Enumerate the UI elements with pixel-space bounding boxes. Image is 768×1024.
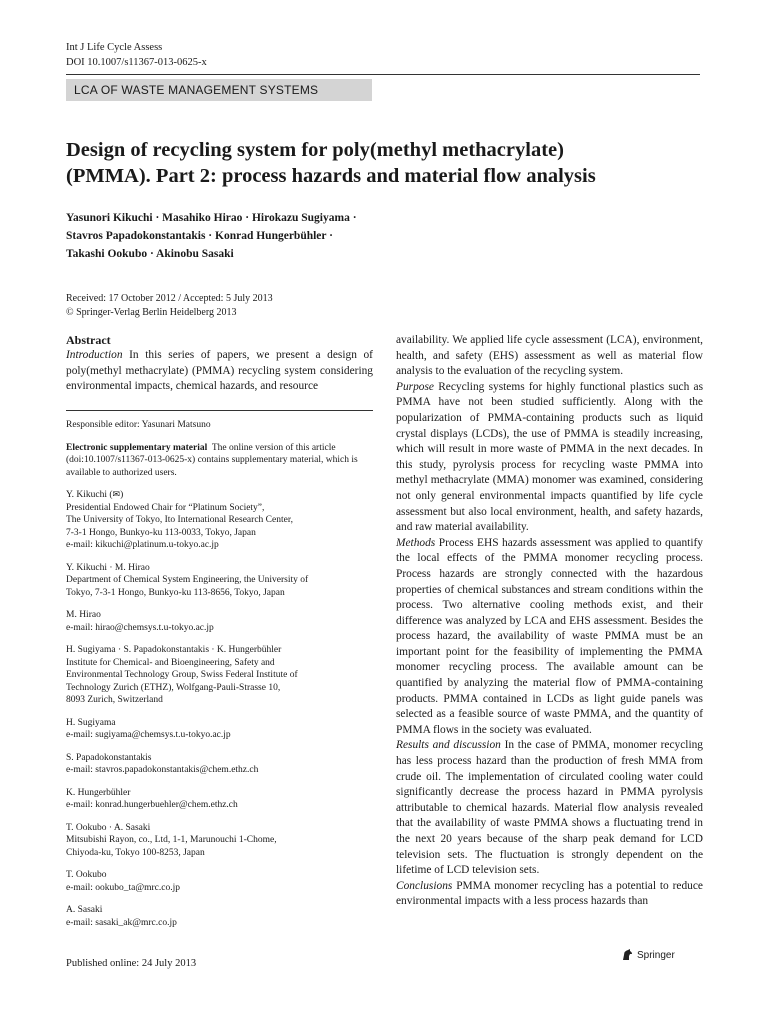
title-line-1: Design of recycling system for poly(methyl methacrylate) xyxy=(66,139,564,161)
article-dates xyxy=(66,292,273,320)
responsible-editor: Responsible editor: Yasunari Matsuno xyxy=(66,420,211,430)
header-rule xyxy=(66,74,700,75)
affiliation-hirao xyxy=(66,609,373,634)
envelope-icon: ✉ xyxy=(112,490,121,500)
abstract-methods xyxy=(396,536,703,739)
affiliation-papadokonstantakis xyxy=(66,752,373,777)
abstract-introduction xyxy=(66,348,373,395)
title-line-2: (PMMA). Part 2: process hazards and material flow analysis xyxy=(66,165,596,187)
aff-email: e-mail: stavros.papadokonstantakis@chem.ethz.ch xyxy=(66,765,259,775)
publisher-logo xyxy=(620,948,675,962)
aff-line: Mitsubishi Rayon, co., Ltd, 1-1, Marunouchi 1-Chome, xyxy=(66,835,277,845)
aff-line: Chiyoda-ku, Tokyo 100-8253, Japan xyxy=(66,847,205,858)
journal-header xyxy=(66,40,207,70)
conclusions-text: PMMA monomer recycling has a potential to reduce environmental impacts with a less process hazards than xyxy=(396,879,703,908)
aff-email: e-mail: ookubo_ta@mrc.co.jp xyxy=(66,882,181,893)
article-metadata xyxy=(66,419,373,939)
esm-label: Electronic supplementary material xyxy=(66,442,208,453)
aff-name: H. Sugiyama xyxy=(66,717,116,728)
footnote-rule xyxy=(66,410,373,411)
aff-line: 7-3-1 Hongo, Bunkyo-ku 113-0033, Tokyo, Japan xyxy=(66,527,256,538)
aff-name: H. Sugiyama · S. Papadokonstantakis · K. Hungerbühler xyxy=(66,645,282,655)
aff-line: Technology Zurich (ETHZ), Wolfgang-Pauli-Strasse 10, xyxy=(66,682,281,693)
received-date: Received: 17 October 2012 / Accepted: 5 July 2013 xyxy=(66,293,273,304)
abstract-results xyxy=(396,738,703,878)
aff-line: Presidential Endowed Chair for “Platinum Society”, xyxy=(66,502,265,513)
authors-line-1: Yasunori Kikuchi · Masahiko Hirao · Hirokazu Sugiyama · xyxy=(66,212,357,224)
aff-email: e-mail: kikuchi@platinum.u-tokyo.ac.jp xyxy=(66,540,219,550)
doi: DOI 10.1007/s11367-013-0625-x xyxy=(66,57,207,68)
results-label: Results and discussion xyxy=(396,739,501,752)
intro-text: In this series of papers, we present a design of poly(methyl methacrylate) (PMMA) recycling system considering environmental impacts, chemical hazards, and resource xyxy=(66,349,373,393)
affiliation-ookubo xyxy=(66,869,373,894)
intro-label: Introduction xyxy=(66,349,123,361)
esm-text: The online version of this article (doi:10.1007/s11367-013-0625-x) contains supplementary material, which is available to authorized users. xyxy=(66,442,358,478)
journal-name: Int J Life Cycle Assess xyxy=(66,42,163,53)
purpose-label: Purpose xyxy=(396,380,434,393)
affiliation-sasaki xyxy=(66,904,373,929)
aff-name: Y. Kikuchi (✉) xyxy=(66,490,124,500)
authors-line-3: Takashi Ookubo · Akinobu Sasaki xyxy=(66,248,234,260)
affiliation-kikuchi xyxy=(66,489,373,552)
abstract-right xyxy=(396,333,703,910)
copyright: © Springer-Verlag Berlin Heidelberg 2013 xyxy=(66,307,237,318)
methods-text: Process EHS hazards assessment was applied to quantify the local effects of the PMMA monomer recycling process. Process hazards are strongly connected with the hazardous properties of chemical substances and stream conditions within the process. Two alternative cooling methods exist, and their difference was analyzed by LCA and EHS assessment. Besides the process hazard, the availability of waste PMMA must be an important point for the feasibility of implementing the PMMA monomer recycling process. The available amount can be quantified by analyzing the material flow of PMMA-containing products. PMMA contained in LCDs as light guide panels was selected as a feasible source of waste PMMA, and the quantity of PMMA flows in the society was evaluated. xyxy=(396,536,703,736)
aff-line: Department of Chemical System Engineering, the University of xyxy=(66,575,309,585)
authors-line-2: Stavros Papadokonstantakis · Konrad Hungerbühler · xyxy=(66,230,334,242)
abstract-left xyxy=(66,333,373,395)
abstract-purpose xyxy=(396,380,703,536)
aff-name: K. Hungerbühler xyxy=(66,787,131,798)
author-list xyxy=(66,209,706,263)
aff-email: e-mail: sasaki_ak@mrc.co.jp xyxy=(66,917,177,928)
section-banner: LCA OF WASTE MANAGEMENT SYSTEMS xyxy=(66,79,372,101)
affiliation-hungerbuehler xyxy=(66,787,373,812)
aff-line: 8093 Zurich, Switzerland xyxy=(66,695,163,705)
esm-note xyxy=(66,442,373,480)
affiliation-ethz xyxy=(66,644,373,707)
aff-line: Tokyo, 7-3-1 Hongo, Bunkyo-ku 113-8656, Tokyo, Japan xyxy=(66,587,285,598)
conclusions-label: Conclusions xyxy=(396,879,453,892)
aff-name: T. Ookubo · A. Sasaki xyxy=(66,822,151,833)
aff-name: T. Ookubo xyxy=(66,870,107,880)
affiliation-tokyo xyxy=(66,562,373,600)
abstract-conclusions xyxy=(396,879,703,910)
aff-line: Environmental Technology Group, Swiss Federal Institute of xyxy=(66,670,298,680)
publisher-name: Springer xyxy=(637,949,675,961)
paper-title xyxy=(66,137,706,189)
springer-horse-icon xyxy=(620,948,634,962)
intro-continuation: availability. We applied life cycle assessment (LCA), environment, health, and safety (EHS) assessment as well as material flow analysis to the evaluation of the recycling system. xyxy=(396,334,703,378)
abstract-heading: Abstract xyxy=(66,333,111,347)
purpose-text: Recycling systems for highly functional plastics such as PMMA have not been studied sufficiently. Along with the popularization of PMMA-containing products such as liquid crystal displays (LCDs), the use of PMMA is steadily increasing, which will result in more waste of PMMA in the next decades. In this study, pyrolysis process for recycling waste PMMA into methyl methacrylate (MMA) monomer was examined, considering not only general environmental impacts quantified by life cycle assessment but also local environment, health, and safety hazards, and raw material availability. xyxy=(396,380,703,534)
affiliation-mitsubishi xyxy=(66,822,373,860)
aff-name: M. Hirao xyxy=(66,610,101,620)
affiliation-sugiyama xyxy=(66,717,373,742)
published-online: Published online: 24 July 2013 xyxy=(66,958,197,969)
methods-label: Methods xyxy=(396,536,436,549)
aff-line: The University of Tokyo, Ito International Research Center, xyxy=(66,515,293,525)
aff-line: Institute for Chemical- and Bioengineering, Safety and xyxy=(66,657,275,668)
aff-email: e-mail: hirao@chemsys.t.u-tokyo.ac.jp xyxy=(66,622,214,633)
aff-email: e-mail: sugiyama@chemsys.t.u-tokyo.ac.jp xyxy=(66,730,231,740)
aff-name: A. Sasaki xyxy=(66,905,103,915)
aff-name: Y. Kikuchi · M. Hirao xyxy=(66,562,150,573)
results-text: In the case of PMMA, monomer recycling has less process hazard than the production of fresh MMA from crude oil. The implementation of circulated cooling water could significantly decrease the process hazard in PMMA pyrolysis attributable to chemical hazards. Material flow analysis revealed that the availability of waste PMMA shows a fluctuating trend in the next 20 years because of the sharp peak demand for LCD television sets. The fluctuation is strongly dependent on the lifetime of LCD television sets. xyxy=(396,739,704,877)
aff-name: S. Papadokonstantakis xyxy=(66,752,152,763)
aff-email: e-mail: konrad.hungerbuehler@chem.ethz.ch xyxy=(66,800,238,810)
